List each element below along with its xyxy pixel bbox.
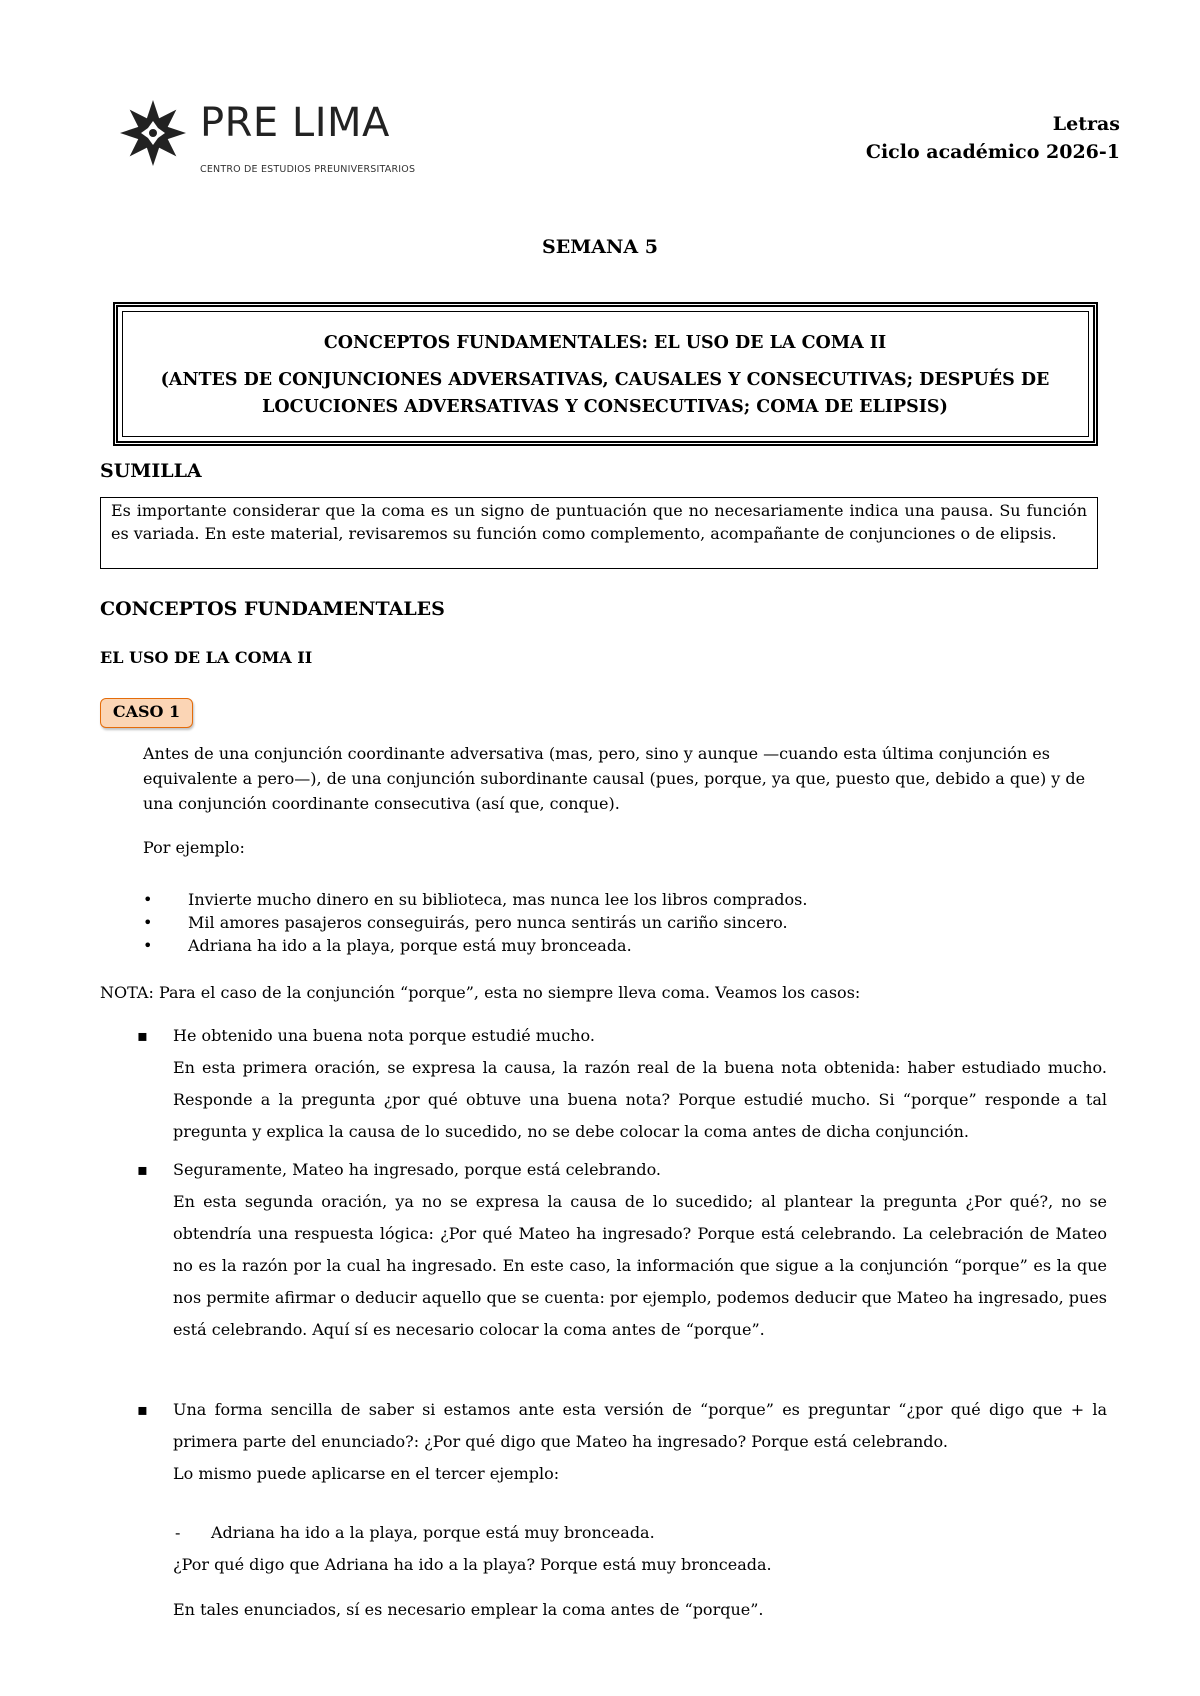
logo-subtitle: CENTRO DE ESTUDIOS PREUNIVERSITARIOS xyxy=(200,164,416,175)
list-item xyxy=(143,934,807,957)
case-description: Antes de una conjunción coordinante adversativa (mas, pero, sino y aunque —cuando esta última conjunción es equivalente a pero—), de una conjunción subordinante causal (pues, porque, ya que, puesto que, debido a que) y de una conjunción coordinante consecutiva (así que, conque). xyxy=(143,744,1086,813)
header-info xyxy=(866,110,1120,166)
sumilla-heading: SUMILLA xyxy=(100,460,202,482)
bullet: ▪ xyxy=(137,1160,148,1179)
note-item xyxy=(137,1394,1107,1490)
examples-label: Por ejemplo: xyxy=(143,838,245,857)
example-text: Mil amores pasajeros conseguirás, pero nunca sentirás un cariño sincero. xyxy=(188,913,788,932)
title-box-text xyxy=(140,330,1070,421)
logo xyxy=(118,98,438,184)
note-text: NOTA: Para el caso de la conjunción “porque”, esta no siempre lleva coma. Veamos los casos: xyxy=(100,983,861,1002)
note-example: Una forma sencilla de saber si estamos ante esta versión de “porque” es preguntar “¿por qué digo que + la primera parte del enunciado?: ¿Por qué digo que Mateo ha ingresado? Porque está celebrando. xyxy=(173,1400,1107,1451)
examples-list xyxy=(143,888,807,957)
star-flower-icon xyxy=(118,98,188,168)
cycle-label: Ciclo académico 2026-1 xyxy=(865,141,1120,163)
list-item xyxy=(143,888,807,911)
week-title: SEMANA 5 xyxy=(542,236,658,258)
case-label: CASO 1 xyxy=(100,698,193,728)
bullet: ▪ xyxy=(137,1026,148,1045)
note-explanation: Lo mismo puede aplicarse en el tercer ejemplo: xyxy=(173,1464,560,1483)
bullet: • xyxy=(143,890,153,909)
example-text: Adriana ha ido a la playa, porque está muy bronceada. xyxy=(188,936,632,955)
example-text: Invierte mucho dinero en su biblioteca, mas nunca lee los libros comprados. xyxy=(188,890,808,909)
dash-bullet: - xyxy=(175,1523,181,1542)
dash-example-text: Adriana ha ido a la playa, porque está muy bronceada. xyxy=(211,1523,655,1542)
conclusion-line: En tales enunciados, sí es necesario emplear la coma antes de “porque”. xyxy=(173,1600,764,1619)
section-subheading: EL USO DE LA COMA II xyxy=(100,648,313,667)
section-heading: CONCEPTOS FUNDAMENTALES xyxy=(100,598,445,620)
course-label: Letras xyxy=(1052,113,1120,135)
note-explanation: En esta segunda oración, ya no se expresa la causa de lo sucedido; al plantear la pregunta ¿Por qué?, no se obtendría una respuesta lógica: ¿Por qué Mateo ha ingresado? Porque está celebrando. La celebración de Mateo no es la razón por la cual ha ingresado. En este caso, la información que sigue a la conjunción “porque” es la que nos permite afirmar o deducir aquello que se cuenta: por ejemplo, podemos deducir que Mateo ha ingresado, pues está celebrando. Aquí sí es necesario colocar la coma antes de “porque”. xyxy=(173,1192,1107,1339)
dash-example xyxy=(175,1523,655,1542)
question-line: ¿Por qué digo que Adriana ha ido a la playa? Porque está muy bronceada. xyxy=(173,1555,772,1574)
note-item xyxy=(137,1020,1107,1148)
bullet: • xyxy=(143,936,153,955)
logo-name: PRE LIMA xyxy=(200,100,390,146)
note-item xyxy=(137,1154,1107,1346)
note-example: Seguramente, Mateo ha ingresado, porque está celebrando. xyxy=(173,1160,662,1179)
bullet: • xyxy=(143,913,153,932)
title-line-2: (ANTES DE CONJUNCIONES ADVERSATIVAS, CAUSALES Y CONSECUTIVAS; DESPUÉS DE LOCUCIONES ADVERSATIVAS Y CONSECUTIVAS; COMA DE ELIPSIS) xyxy=(160,370,1050,417)
title-line-1: CONCEPTOS FUNDAMENTALES: EL USO DE LA COMA II xyxy=(323,333,887,353)
note-explanation: En esta primera oración, se expresa la causa, la razón real de la buena nota obtenida: haber estudiado mucho. Responde a la pregunta ¿por qué obtuve una buena nota? Porque estudié mucho. Si “porque” responde a tal pregunta y explica la causa de lo sucedido, no se debe colocar la coma antes de dicha conjunción. xyxy=(173,1058,1107,1141)
note-example: He obtenido una buena nota porque estudié mucho. xyxy=(173,1026,595,1045)
bullet: ▪ xyxy=(137,1400,148,1419)
sumilla-box: Es importante considerar que la coma es un signo de puntuación que no necesariamente indica una pausa. Su función es variada. En este material, revisaremos su función como complemento, acompañante de conjunciones o de elipsis. xyxy=(100,497,1098,569)
list-item xyxy=(143,911,807,934)
